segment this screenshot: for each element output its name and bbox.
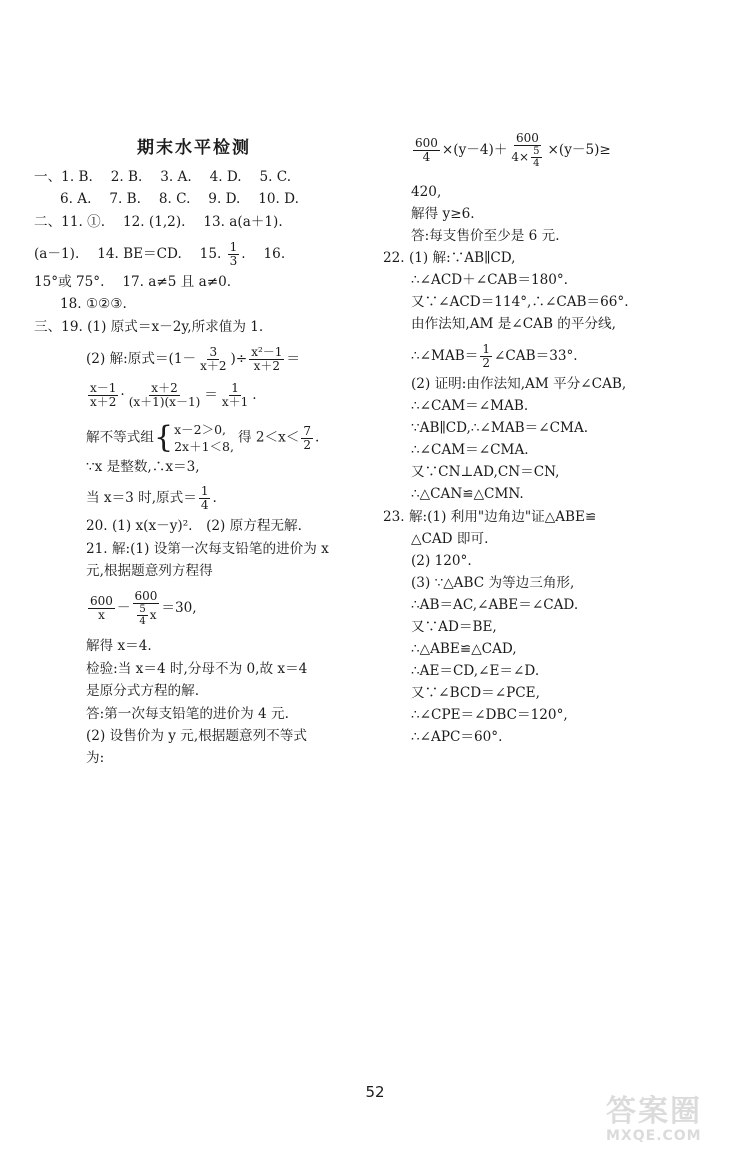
sec1-row1: 一、1. B. 2. B. 3. A. 4. D. 5. C.	[34, 169, 292, 185]
q23-line6: 又∵AD＝BE,	[411, 619, 497, 635]
minus-sign: －	[116, 600, 131, 616]
den-prefix: 4×	[511, 150, 530, 164]
q21-line1: 21. 解:(1) 设第一次每支铅笔的进价为 x	[86, 541, 329, 557]
q22-l5a: ∴∠MAB＝	[411, 348, 479, 364]
fraction-den: 2	[482, 356, 490, 370]
equals-30: ＝30,	[161, 600, 197, 616]
q19-line4	[86, 421, 319, 455]
q19-l4c: .	[315, 429, 320, 446]
q19-l6b: .	[212, 490, 217, 506]
fraction	[220, 382, 250, 409]
sec2-line3: 15°或 75°. 17. a≠5 且 a≠0.	[34, 274, 232, 290]
watermark-top: 答案圈	[606, 1094, 702, 1129]
q23-line2: △CAD 即可.	[411, 531, 489, 547]
fraction	[133, 590, 160, 627]
q21-line7: 答:第一次每支铅笔的进价为 4 元.	[86, 706, 289, 722]
q19-l2a: (2) 解:原式＝(1－	[86, 351, 197, 367]
q21-line6: 是原分式方程的解.	[86, 683, 200, 699]
q19-line6	[86, 485, 217, 512]
right-line3: 解得 y≥6.	[411, 206, 475, 222]
q23-line5: ∴AB＝AC,∠ABE＝∠CAD.	[411, 597, 579, 613]
fraction	[127, 382, 203, 409]
q21-inequality	[411, 132, 611, 169]
sec1-row2: 6. A. 7. B. 8. C. 9. D. 10. D.	[60, 191, 299, 207]
watermark-logo	[606, 1096, 738, 1152]
fraction-den: x＋2	[253, 359, 280, 373]
q19-l6a: 当 x＝3 时,原式＝	[86, 490, 197, 506]
q21-line8: (2) 设售价为 y 元,根据题意列不等式	[86, 728, 307, 744]
q21-line2: 元,根据题意列方程得	[86, 563, 213, 579]
fraction-den: 4	[139, 616, 146, 627]
q23-line11: ∴∠APC＝60°.	[411, 729, 503, 745]
q22-line1: 22. (1) 解:∵AB∥CD,	[383, 250, 516, 266]
fraction-num: 5	[533, 146, 540, 157]
fraction-num: x－1	[90, 381, 117, 395]
q19-l2b: )÷	[230, 351, 248, 367]
variable: x	[149, 608, 157, 622]
q19-l3c: .	[252, 387, 257, 403]
system-row: x－2＞0,	[174, 422, 226, 437]
q20-line: 20. (1) x(x－y)². (2) 原方程无解.	[86, 518, 302, 534]
fraction-num: x²－1	[251, 345, 283, 359]
q21-equation	[86, 590, 197, 627]
q23-line8: ∴AE＝CD,∠E＝∠D.	[411, 663, 540, 679]
system-row: 2x＋1＜8,	[174, 439, 234, 454]
fraction-num: x＋2	[151, 381, 178, 395]
q19-line5: ∵x 是整数,∴x＝3,	[86, 459, 200, 475]
fraction	[198, 346, 228, 373]
q21-line5: 检验:当 x＝4 时,分母不为 0,故 x＝4	[86, 661, 308, 677]
fraction-den: (x＋1)(x－1)	[128, 395, 201, 409]
fraction-num: 1	[231, 381, 239, 395]
fraction	[509, 132, 545, 169]
fraction-den: 4	[422, 150, 431, 164]
q19-line2	[86, 346, 300, 373]
fraction-num: 3	[209, 345, 218, 359]
fraction-num: 5	[139, 604, 146, 615]
q19-l4b: 得 2＜x＜	[237, 429, 300, 446]
ineq-part: ×(y－5)≥	[547, 142, 611, 158]
watermark-bottom: MXQE.COM	[606, 1128, 702, 1144]
fraction	[88, 382, 118, 409]
q21-line4: 解得 x＝4.	[86, 638, 152, 654]
fraction-num: 600	[134, 589, 158, 603]
sec2-line4: 18. ①②③.	[60, 296, 127, 312]
fraction	[249, 346, 284, 373]
q19-l4a: 解不等式组	[86, 429, 154, 446]
sec2-line1: 二、11. ①. 12. (1,2). 13. a(a＋1).	[34, 214, 283, 230]
q21-line9: 为:	[86, 750, 105, 766]
fraction	[137, 604, 147, 627]
fraction-num: 1	[200, 484, 209, 498]
right-line4: 答:每支售价至少是 6 元.	[411, 228, 560, 244]
q23-line1: 23. 解:(1) 利用"边角边"证△ABE≌	[383, 509, 597, 525]
q22-line11: ∴△CAN≌△CMN.	[411, 486, 524, 502]
fraction-num: 7	[303, 423, 312, 438]
q23-line7: ∴△ABE≌△CAD,	[411, 641, 517, 657]
fraction-num: 1	[482, 342, 490, 356]
fraction-num: 600	[415, 136, 438, 150]
fraction-den: 4	[533, 158, 540, 169]
fraction-den: x＋1	[221, 395, 249, 409]
fraction-den: x＋2	[90, 395, 117, 409]
fraction-num: 600	[516, 131, 539, 145]
sec2-line2	[34, 241, 285, 268]
fraction-den: x	[98, 608, 105, 622]
q23-line4: (3) ∵△ABC 为等边三角形,	[411, 575, 575, 591]
q19-l3b: ＝	[204, 387, 218, 403]
q22-line6: (2) 证明:由作法知,AM 平分∠CAB,	[411, 376, 627, 392]
ineq-part: ×(y－4)＋	[441, 142, 508, 158]
q22-line5	[411, 343, 578, 370]
fraction	[531, 146, 541, 169]
fraction	[413, 137, 440, 164]
q22-line8: ∵AB∥CD,∴∠MAB＝∠CMA.	[411, 420, 589, 436]
sec2-line2a: (a－1). 14. BE＝CD. 15.	[34, 246, 226, 262]
fraction-den: 4	[200, 498, 209, 512]
fraction-den: 2	[303, 437, 312, 452]
right-line2: 420,	[411, 184, 442, 200]
fraction-15	[228, 241, 240, 268]
fraction-den: x＋2	[200, 359, 227, 373]
page-title: 期末水平检测	[137, 138, 251, 158]
q22-line4: 由作法知,AM 是∠CAB 的平分线,	[411, 316, 616, 332]
fraction	[199, 485, 211, 512]
fraction	[480, 343, 492, 370]
q22-l5b: ∠CAB＝33°.	[494, 348, 578, 364]
q19-line1: 三、19. (1) 原式＝x－2y,所求值为 1.	[34, 319, 264, 335]
q22-line3: 又∵∠ACD＝114°,∴∠CAB＝66°.	[411, 294, 629, 310]
q22-line2: ∴∠ACD＋∠CAB＝180°.	[411, 272, 569, 288]
q19-l2c: ＝	[286, 351, 300, 367]
q23-line10: ∴∠CPE＝∠DBC＝120°,	[411, 707, 568, 723]
page-number: 52	[365, 1083, 385, 1101]
inequality-system	[174, 421, 234, 455]
fraction-num: 1	[229, 240, 238, 254]
q22-line9: ∴∠CAM＝∠CMA.	[411, 442, 529, 458]
fraction-den: 3	[229, 254, 238, 268]
q22-line10: 又∵CN⊥AD,CN＝CN,	[411, 464, 560, 480]
fraction	[88, 595, 115, 622]
q19-line3	[86, 382, 257, 409]
q19-l3a: ·	[120, 387, 125, 403]
sec2-line2b: . 16.	[241, 246, 286, 262]
fraction-den	[133, 604, 158, 627]
fraction-den	[509, 146, 545, 169]
q23-line9: 又∵∠BCD＝∠PCE,	[411, 685, 540, 701]
brace-symbol: {	[153, 420, 174, 455]
q23-line3: (2) 120°.	[411, 553, 472, 569]
fraction	[301, 425, 313, 452]
q22-line7: ∴∠CAM＝∠MAB.	[411, 398, 529, 414]
fraction-num: 600	[90, 594, 113, 608]
